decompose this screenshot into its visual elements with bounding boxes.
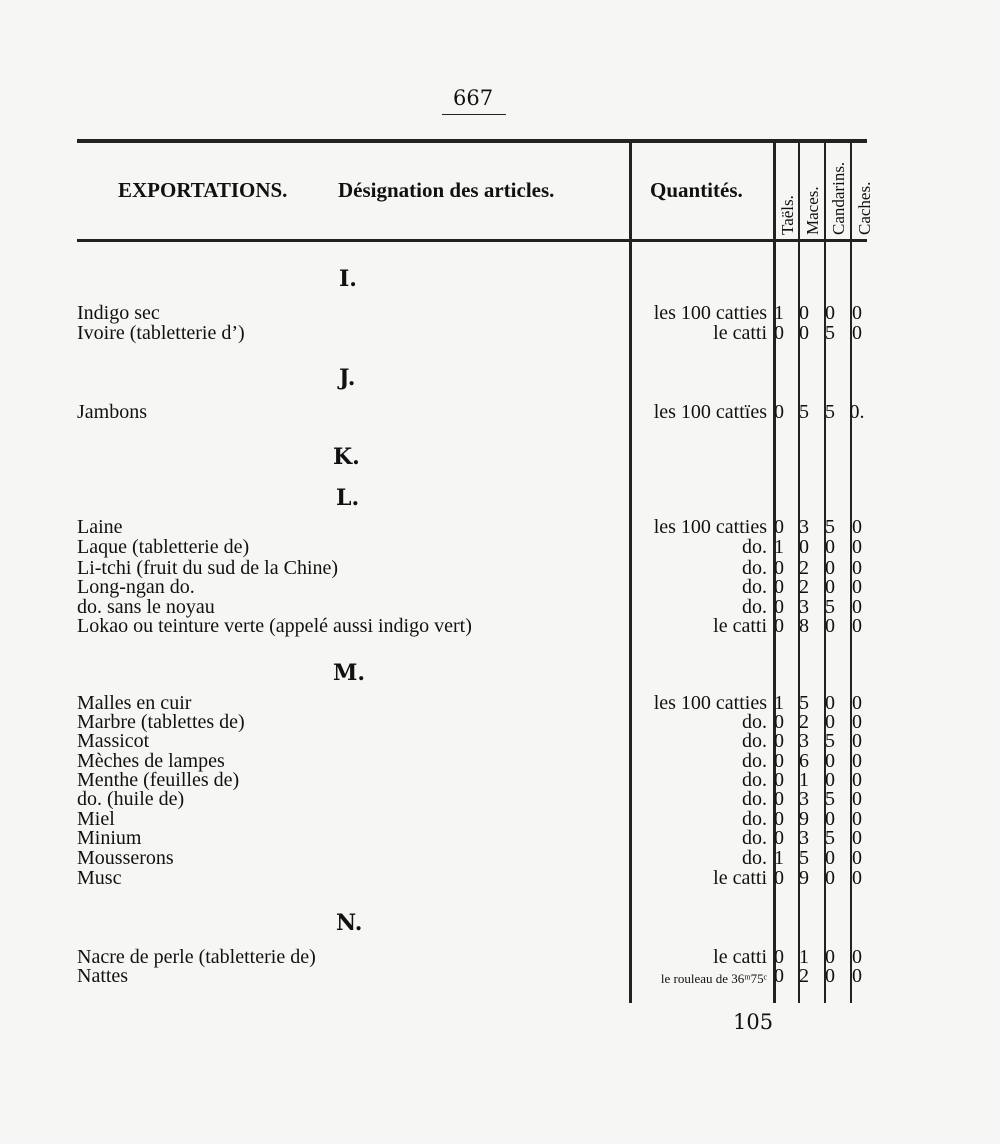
taels-value: 1 <box>774 847 784 869</box>
caches-value: 0 <box>852 769 862 791</box>
quantity-unit: do. <box>742 557 767 579</box>
quantity-unit: le catti <box>713 322 767 344</box>
taels-value: 0 <box>774 788 784 810</box>
caches-value: 0 <box>852 867 862 889</box>
article-name: Jambons <box>77 401 147 423</box>
quantity-unit: do. <box>742 750 767 772</box>
candarins-value: 0 <box>825 867 835 889</box>
maces-value: 3 <box>799 516 809 538</box>
maces-value: 5 <box>799 692 809 714</box>
article-name: Long-ngan do. <box>77 576 195 598</box>
taels-value: 1 <box>774 536 784 558</box>
caches-value: 0 <box>852 576 862 598</box>
quantity-unit: le catti <box>713 946 767 968</box>
candarins-value: 0 <box>825 536 835 558</box>
maces-value: 8 <box>799 615 809 637</box>
header-exportations: EXPORTATIONS. <box>118 178 288 202</box>
header-taels: Taëls. <box>778 195 797 235</box>
maces-value: 1 <box>799 769 809 791</box>
taels-value: 0 <box>774 576 784 598</box>
article-name: Mousserons <box>77 847 174 869</box>
maces-value: 5 <box>799 401 809 423</box>
caches-value: 0 <box>852 946 862 968</box>
article-name: Massicot <box>77 730 150 752</box>
caches-value: 0 <box>852 827 862 849</box>
page-number: 667 <box>453 86 494 110</box>
article-name: Lokao ou teinture verte (appelé aussi indigo vert) <box>77 615 472 637</box>
taels-value: 0 <box>774 615 784 637</box>
quantity-unit: do. <box>742 730 767 752</box>
quantity-unit: do. <box>742 827 767 849</box>
quantity-unit: do. <box>742 536 767 558</box>
caches-value: 0 <box>852 302 862 324</box>
caches-value: 0 <box>852 847 862 869</box>
header-caches: Caches. <box>855 181 874 235</box>
candarins-value: 0 <box>825 576 835 598</box>
maces-value: 2 <box>799 965 809 987</box>
quantity-column-left-rule <box>629 143 632 1003</box>
caches-value: 0 <box>852 322 862 344</box>
taels-value: 1 <box>774 692 784 714</box>
quantity-unit: do. <box>742 808 767 830</box>
caches-value: 0 <box>852 750 862 772</box>
candarins-value: 0 <box>825 615 835 637</box>
caches-value: 0 <box>852 808 862 830</box>
maces-value: 3 <box>799 596 809 618</box>
candarins-value: 0 <box>825 946 835 968</box>
maces-value: 3 <box>799 730 809 752</box>
caches-value: 0 <box>852 536 862 558</box>
article-name: do. (huile de) <box>77 788 185 810</box>
taels-value: 0 <box>774 750 784 772</box>
candarins-value: 5 <box>825 401 835 423</box>
quantity-unit: do. <box>742 596 767 618</box>
taels-value: 0 <box>774 808 784 830</box>
header-designation: Désignation des articles. <box>338 178 555 202</box>
quantity-unit: do. <box>742 711 767 733</box>
caches-value: 0 <box>852 557 862 579</box>
candarins-value: 5 <box>825 516 835 538</box>
section-letter: N. <box>336 910 363 936</box>
candarins-value: 0 <box>825 769 835 791</box>
section-letter: L. <box>336 485 360 511</box>
maces-value: 0 <box>799 536 809 558</box>
article-name: Laque (tabletterie de) <box>77 536 250 558</box>
candarins-value: 0 <box>825 557 835 579</box>
candarins-value: 5 <box>825 322 835 344</box>
quantity-unit: le catti <box>713 867 767 889</box>
quantity-unit: les 100 cattïes <box>653 401 767 423</box>
maces-value: 0 <box>799 322 809 344</box>
maces-value: 6 <box>799 750 809 772</box>
taels-value: 0 <box>774 401 784 423</box>
table-top-rule <box>77 139 867 143</box>
quantity-unit: les 100 catties <box>653 302 767 324</box>
maces-value: 2 <box>799 557 809 579</box>
caches-value: 0. <box>849 401 865 423</box>
article-name: Marbre (tablettes de) <box>77 711 245 733</box>
candarins-value: 5 <box>825 596 835 618</box>
maces-value: 5 <box>799 847 809 869</box>
header-quantites: Quantités. <box>650 178 743 202</box>
taels-value: 0 <box>774 596 784 618</box>
maces-value: 9 <box>799 867 809 889</box>
maces-value: 3 <box>799 788 809 810</box>
caches-value: 0 <box>852 596 862 618</box>
candarins-value: 0 <box>825 711 835 733</box>
article-name: Laine <box>77 516 123 538</box>
article-name: Indigo sec <box>77 302 160 324</box>
article-name: Minium <box>77 827 142 849</box>
caches-value: 0 <box>852 965 862 987</box>
caches-value: 0 <box>852 788 862 810</box>
taels-value: 0 <box>774 769 784 791</box>
footer-number: 105 <box>733 1010 774 1034</box>
candarins-value: 0 <box>825 302 835 324</box>
article-name: Menthe (feuilles de) <box>77 769 240 791</box>
maces-value: 2 <box>799 576 809 598</box>
section-letter: J. <box>339 365 356 391</box>
header-maces: Maces. <box>803 186 822 235</box>
maces-value: 1 <box>799 946 809 968</box>
taels-value: 0 <box>774 557 784 579</box>
article-name: Li-tchi (fruit du sud de la Chine) <box>77 557 339 579</box>
candarins-value: 0 <box>825 750 835 772</box>
candarins-value: 5 <box>825 730 835 752</box>
caches-value: 0 <box>852 711 862 733</box>
caches-value: 0 <box>852 730 862 752</box>
quantity-unit: les 100 catties <box>653 692 767 714</box>
taels-value: 1 <box>774 302 784 324</box>
caches-value: 0 <box>852 516 862 538</box>
taels-value: 0 <box>774 322 784 344</box>
article-name: Nattes <box>77 965 129 987</box>
quantity-unit: le catti <box>713 615 767 637</box>
section-letter: K. <box>333 444 360 470</box>
quantity-unit: do. <box>742 788 767 810</box>
quantity-unit: les 100 catties <box>653 516 767 538</box>
section-letter: I. <box>339 266 357 292</box>
taels-value: 0 <box>774 946 784 968</box>
maces-value: 3 <box>799 827 809 849</box>
maces-value: 2 <box>799 711 809 733</box>
taels-value: 0 <box>774 867 784 889</box>
quantity-unit: le rouleau de 36ᵐ75ᶜ <box>660 971 767 986</box>
article-name: do. sans le noyau <box>77 596 215 618</box>
taels-value: 0 <box>774 730 784 752</box>
candarins-value: 0 <box>825 808 835 830</box>
candarins-value: 5 <box>825 827 835 849</box>
article-name: Mèches de lampes <box>77 750 225 772</box>
taels-value: 0 <box>774 516 784 538</box>
article-name: Ivoire (tabletterie d’) <box>77 322 245 344</box>
candarins-value: 0 <box>825 847 835 869</box>
quantity-unit: do. <box>742 576 767 598</box>
table-header-rule <box>77 239 867 242</box>
candarins-value: 0 <box>825 965 835 987</box>
article-name: Musc <box>77 867 122 889</box>
taels-value: 0 <box>774 827 784 849</box>
taels-value: 0 <box>774 965 784 987</box>
quantity-unit: do. <box>742 769 767 791</box>
caches-value: 0 <box>852 692 862 714</box>
candarins-value: 5 <box>825 788 835 810</box>
caches-value: 0 <box>852 615 862 637</box>
section-letter: M. <box>333 660 366 686</box>
page-number-underline <box>442 114 506 115</box>
taels-value: 0 <box>774 711 784 733</box>
article-name: Miel <box>77 808 115 830</box>
candarins-value: 0 <box>825 692 835 714</box>
header-candarins: Candarins. <box>829 161 848 235</box>
article-name: Nacre de perle (tabletterie de) <box>77 946 316 968</box>
maces-value: 0 <box>799 302 809 324</box>
quantity-unit: do. <box>742 847 767 869</box>
maces-value: 9 <box>799 808 809 830</box>
article-name: Malles en cuir <box>77 692 192 714</box>
